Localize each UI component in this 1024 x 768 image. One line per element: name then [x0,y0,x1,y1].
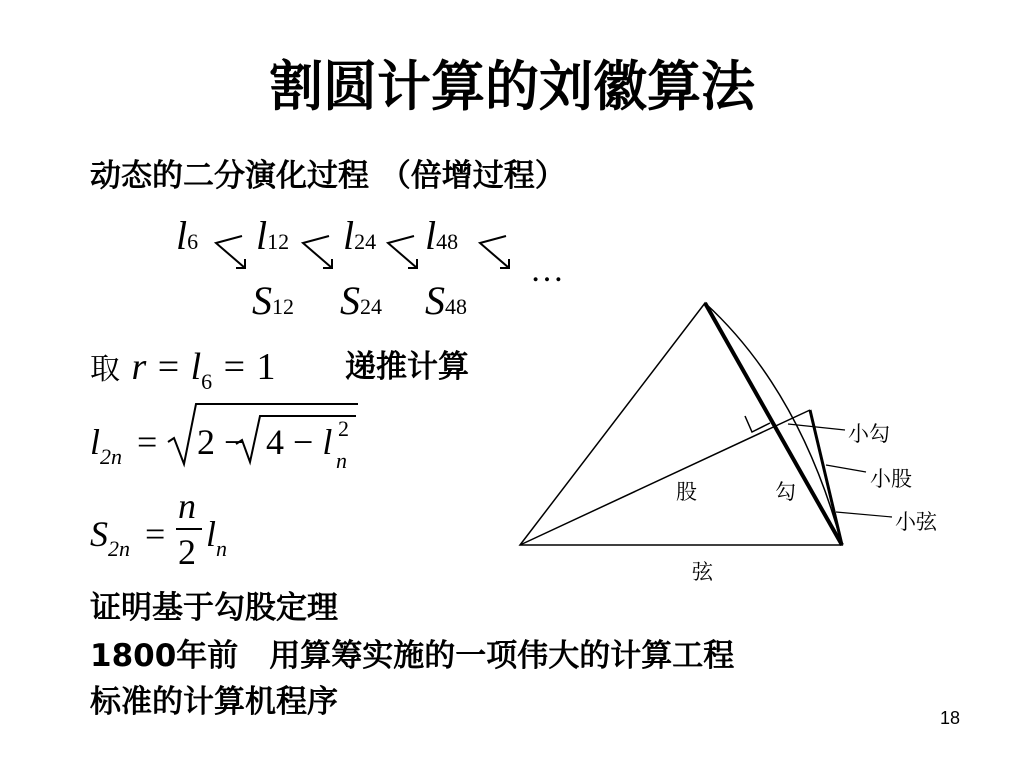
f1-two: 2 [197,422,215,462]
take-l-sub: 6 [201,369,213,394]
chain-ellipsis: … [530,252,564,289]
l12-base: l [256,213,268,258]
l24-sub: 24 [354,229,377,254]
take-eq1: = [157,346,180,388]
l48-base: l [425,213,437,258]
f1-eq: = [137,422,158,462]
leader-small-gou [788,424,845,430]
label-small-gu: 小股 [870,467,912,491]
s24-sub: 24 [360,294,382,319]
recursive-label: 递推计算 [345,349,469,385]
f1-minus2: − [293,422,314,462]
s12-sub: 12 [272,294,294,319]
small-gou-segment [810,410,842,545]
leader-small-gu [826,465,866,472]
f2-l: l [206,514,217,554]
gu-line [520,410,810,545]
f2-num: n [178,486,196,526]
page-title: 割圆计算的刘徽算法 [269,55,755,118]
f2-lhs-sub: 2n [108,536,130,561]
conclusion-line-1: 证明基于勾股定理 [90,590,338,626]
f1-l: l [322,422,333,462]
f1-lhs-base: l [90,422,101,462]
f1-l-sup: 2 [338,416,349,441]
label-xian: 弦 [692,560,713,584]
take-l: l [190,346,202,388]
chord-line [705,303,842,545]
take-prefix: 取 [90,352,120,387]
l6-base: l [176,213,188,258]
s48-sub: 48 [445,294,467,319]
l48-sub: 48 [436,229,459,254]
take-r: r [131,346,147,388]
f2-eq: = [145,514,166,554]
s24-base: S [340,278,360,323]
f1-lhs-sub: 2n [100,444,123,469]
l12-sub: 12 [267,229,290,254]
leader-small-xian [836,512,892,517]
label-small-xian: 小弦 [895,510,937,534]
s12-base: S [252,278,272,323]
f2-l-sub: n [216,536,228,561]
f2-den: 2 [178,532,196,572]
label-gou: 勾 [775,480,796,504]
f1-four: 4 [266,422,284,462]
page-number: 18 [940,708,961,728]
l6-sub: 6 [187,229,199,254]
s48-base: S [425,278,445,323]
l24-base: l [343,213,355,258]
label-small-gou: 小勾 [848,422,890,446]
f2-lhs-base: S [90,514,108,554]
label-gu: 股 [676,480,697,504]
conclusion-line-2: 1800年前 用算筹实施的一项伟大的计算工程 [90,638,735,674]
take-one: 1 [256,346,276,388]
f1-minus1: − [224,422,245,462]
conclusion-line-3: 标准的计算机程序 [90,684,338,720]
subtitle: 动态的二分演化过程 （倍增过程） [90,158,566,194]
f1-l-sub: n [336,448,347,473]
take-eq2: = [223,346,246,388]
